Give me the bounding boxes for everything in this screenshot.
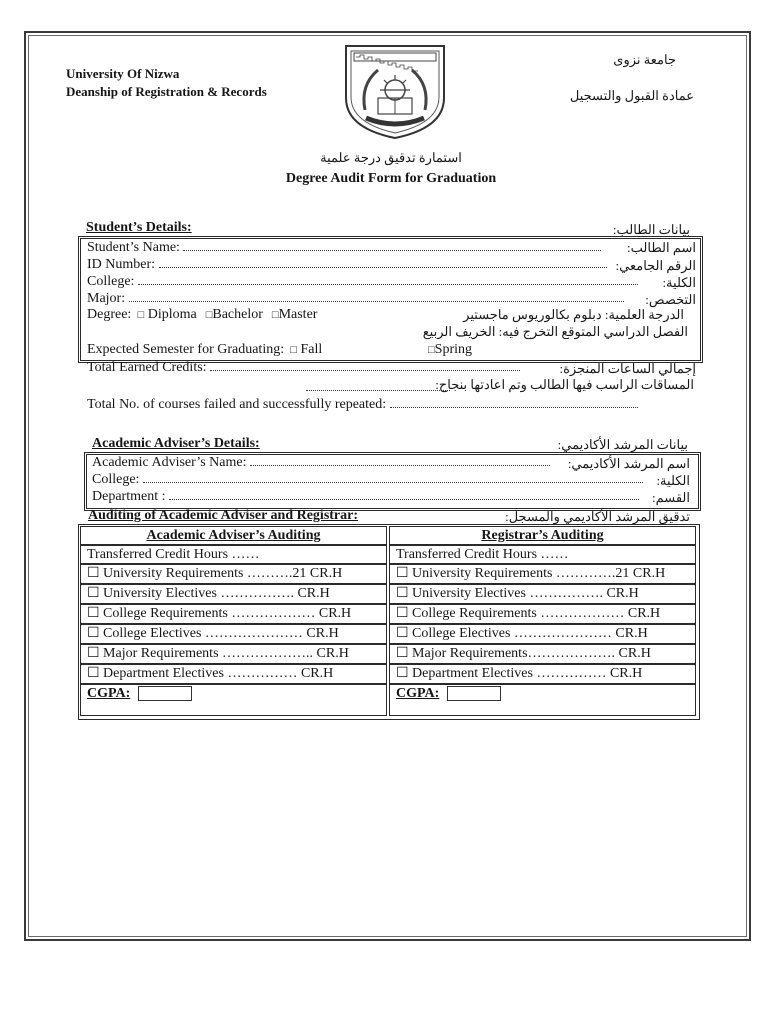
- adviser-college-row: [92, 472, 643, 488]
- department-field[interactable]: [169, 489, 639, 500]
- department-row: [92, 489, 639, 505]
- major-label-ar: التخصص:: [645, 292, 696, 307]
- university-name-ar: جامعة نزوى: [613, 52, 676, 67]
- adviser-college-electives[interactable]: ☐ College Electives ………………… CR.H: [80, 624, 387, 644]
- degree-option-diploma: Diploma: [147, 307, 197, 322]
- repeated-courses-row: [87, 397, 638, 413]
- degree-row: [87, 307, 317, 323]
- id-number-label: ID Number:: [87, 257, 156, 272]
- adviser-cgpa-field[interactable]: [138, 686, 192, 701]
- registrar-major-requirements[interactable]: ☐ Major Requirements………………. CR.H: [389, 644, 696, 664]
- adviser-name-label-ar: اسم المرشد الأكاديمي:: [567, 456, 690, 471]
- registrar-cgpa-row: [389, 684, 696, 716]
- deanship-name-ar: عمادة القبول والتسجيل: [569, 88, 694, 103]
- registrar-cgpa-label: CGPA:: [396, 686, 440, 701]
- degree-label-ar: الدرجة العلمية: دبلوم بكالوريوس ماجستير: [463, 307, 684, 322]
- spring-option: [428, 342, 472, 358]
- repeated-courses-label-ar: المساقات الراسب فيها الطالب وتم اعادتها بنجاح:: [435, 377, 694, 392]
- adviser-major-requirements[interactable]: ☐ Major Requirements ……………….. CR.H: [80, 644, 387, 664]
- id-number-label-ar: الرقم الجامعي:: [615, 258, 696, 273]
- spring-checkbox[interactable]: □: [428, 344, 435, 356]
- adviser-name-row: [92, 455, 550, 471]
- student-name-label-ar: اسم الطالب:: [627, 240, 696, 255]
- student-name-label: Student’s Name:: [87, 240, 180, 255]
- adviser-transferred-hours: Transferred Credit Hours ……: [80, 545, 387, 564]
- adviser-department-electives[interactable]: ☐ Department Electives …………… CR.H: [80, 664, 387, 684]
- semester-label-ar: الفصل الدراسي المتوقع التخرج فيه: الخريف الربيع: [422, 324, 688, 339]
- master-checkbox[interactable]: □: [266, 309, 279, 321]
- student-name-field[interactable]: [183, 240, 601, 251]
- adviser-university-electives[interactable]: ☐ University Electives ……………. CR.H: [80, 584, 387, 604]
- adviser-auditing-header: Academic Adviser’s Auditing: [80, 526, 387, 545]
- total-credits-label-ar: إجمالي الساعات المنجزة:: [559, 361, 696, 376]
- student-college-row: [87, 274, 638, 290]
- semester-label: Expected Semester for Graduating:: [87, 342, 285, 357]
- adviser-details-heading-ar: بيانات المرشد الأكاديمي:: [557, 437, 688, 452]
- adviser-name-label: Academic Adviser’s Name:: [92, 455, 247, 470]
- registrar-auditing-header: Registrar’s Auditing: [389, 526, 696, 545]
- adviser-college-label-ar: الكلية:: [656, 473, 690, 488]
- semester-spring: Spring: [434, 342, 472, 357]
- student-name-row: [87, 240, 601, 256]
- student-details-heading-ar: بيانات الطالب:: [612, 222, 690, 237]
- registrar-transferred-hours: Transferred Credit Hours ……: [389, 545, 696, 564]
- id-number-field[interactable]: [159, 257, 607, 268]
- degree-option-master: Master: [278, 307, 318, 322]
- form-title-en: Degree Audit Form for Graduation: [285, 171, 497, 186]
- adviser-university-requirements[interactable]: ☐ University Requirements ……….21 CR.H: [80, 564, 387, 584]
- repeated-courses-ar-field[interactable]: [306, 380, 450, 391]
- degree-label: Degree:: [87, 307, 132, 322]
- repeated-courses-field[interactable]: [390, 397, 638, 408]
- repeated-courses-label: Total No. of courses failed and successfully repeated:: [87, 397, 387, 412]
- adviser-college-field[interactable]: [143, 472, 643, 483]
- adviser-college-label: College:: [92, 472, 140, 487]
- deanship-name-en: Deanship of Registration & Records: [66, 84, 267, 99]
- diploma-checkbox[interactable]: □: [134, 309, 145, 321]
- university-name-en: University Of Nizwa: [66, 66, 180, 81]
- degree-option-bachelor: Bachelor: [212, 307, 263, 322]
- registrar-college-electives[interactable]: ☐ College Electives ………………… CR.H: [389, 624, 696, 644]
- auditing-heading: Auditing of Academic Adviser and Registrar:: [88, 508, 359, 523]
- repeated-courses-ar-row: [306, 378, 450, 396]
- student-college-field[interactable]: [138, 274, 638, 285]
- adviser-cgpa-row: [80, 684, 387, 716]
- student-college-label-ar: الكلية:: [662, 275, 696, 290]
- form-title-ar: استمارة تدقيق درجة علمية: [320, 150, 462, 165]
- registrar-university-electives[interactable]: ☐ University Electives ……………. CR.H: [389, 584, 696, 604]
- major-field[interactable]: [129, 291, 624, 302]
- student-college-label: College:: [87, 274, 135, 289]
- total-credits-field[interactable]: [210, 360, 520, 371]
- major-label: Major:: [87, 291, 126, 306]
- department-label-ar: القسم:: [651, 490, 690, 505]
- adviser-cgpa-label: CGPA:: [87, 686, 131, 701]
- total-credits-label: Total Earned Credits:: [87, 360, 207, 375]
- department-label: Department :: [92, 489, 166, 504]
- auditing-heading-ar: تدقيق المرشد الأكاديمي والمسجل:: [505, 509, 690, 524]
- adviser-details-heading: Academic Adviser’s Details:: [92, 436, 260, 451]
- total-credits-row: [87, 360, 520, 376]
- registrar-university-requirements[interactable]: ☐ University Requirements ………….21 CR.H: [389, 564, 696, 584]
- university-logo-icon: [340, 40, 450, 140]
- adviser-college-requirements[interactable]: ☐ College Requirements ……………… CR.H: [80, 604, 387, 624]
- registrar-college-requirements[interactable]: ☐ College Requirements ……………… CR.H: [389, 604, 696, 624]
- semester-row: [87, 342, 322, 358]
- registrar-cgpa-field[interactable]: [447, 686, 501, 701]
- id-number-row: [87, 257, 607, 273]
- major-row: [87, 291, 624, 307]
- semester-fall: Fall: [300, 342, 323, 357]
- adviser-name-field[interactable]: [250, 455, 550, 466]
- student-details-heading: Student’s Details:: [86, 220, 192, 235]
- bachelor-checkbox[interactable]: □: [200, 309, 213, 321]
- registrar-department-electives[interactable]: ☐ Department Electives …………… CR.H: [389, 664, 696, 684]
- fall-checkbox[interactable]: □: [287, 344, 297, 356]
